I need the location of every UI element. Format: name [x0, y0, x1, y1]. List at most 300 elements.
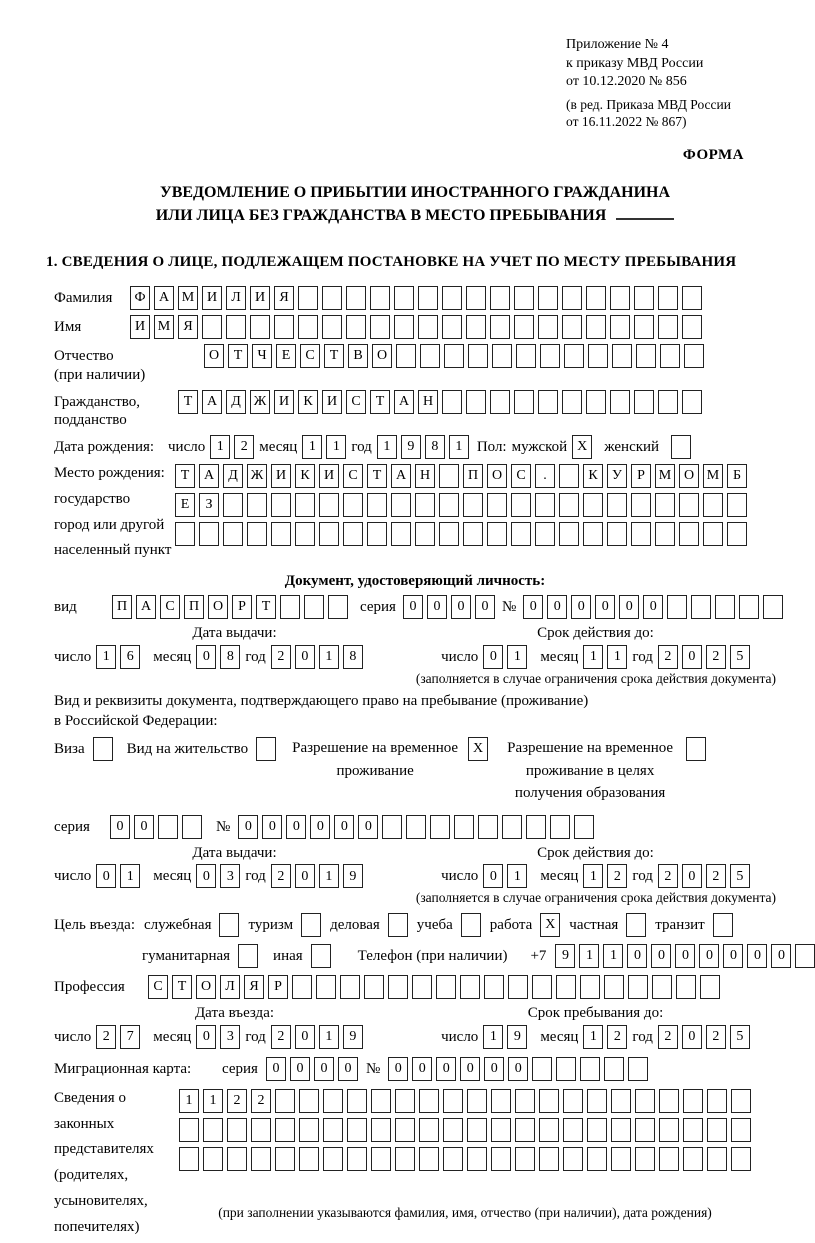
- form-cell[interactable]: Т: [228, 344, 248, 368]
- form-cell[interactable]: [364, 975, 384, 999]
- form-cell[interactable]: [223, 493, 243, 517]
- form-cell[interactable]: [691, 595, 711, 619]
- form-cell[interactable]: [562, 390, 582, 414]
- form-cell[interactable]: Е: [276, 344, 296, 368]
- form-cell[interactable]: 0: [619, 595, 639, 619]
- form-cell[interactable]: [607, 493, 627, 517]
- form-cell[interactable]: 1: [326, 435, 346, 459]
- form-cell[interactable]: 7: [120, 1025, 140, 1049]
- form-cell[interactable]: [406, 815, 426, 839]
- form-cell[interactable]: [491, 1089, 511, 1113]
- form-cell[interactable]: З: [199, 493, 219, 517]
- form-cell[interactable]: [271, 522, 291, 546]
- form-cell[interactable]: 0: [595, 595, 615, 619]
- form-cell[interactable]: 0: [483, 864, 503, 888]
- form-cell[interactable]: И: [271, 464, 291, 488]
- form-cell[interactable]: [634, 315, 654, 339]
- form-cell[interactable]: 5: [730, 645, 750, 669]
- form-cell[interactable]: [298, 315, 318, 339]
- form-cell[interactable]: [467, 1089, 487, 1113]
- form-cell[interactable]: А: [154, 286, 174, 310]
- form-cell[interactable]: [319, 493, 339, 517]
- form-cell[interactable]: [580, 1057, 600, 1081]
- form-cell[interactable]: [611, 1089, 631, 1113]
- form-cell[interactable]: 1: [583, 645, 603, 669]
- form-cell[interactable]: [676, 975, 696, 999]
- form-cell[interactable]: [391, 522, 411, 546]
- form-cell[interactable]: [251, 1118, 271, 1142]
- form-cell[interactable]: [611, 1147, 631, 1171]
- form-cell[interactable]: [492, 344, 512, 368]
- form-cell[interactable]: [700, 975, 720, 999]
- form-cell[interactable]: [460, 975, 480, 999]
- form-cell[interactable]: [319, 522, 339, 546]
- form-cell[interactable]: [626, 913, 646, 937]
- form-cell[interactable]: [275, 1089, 295, 1113]
- form-cell[interactable]: [175, 522, 195, 546]
- form-cell[interactable]: [256, 737, 276, 761]
- form-cell[interactable]: [727, 522, 747, 546]
- form-cell[interactable]: 0: [388, 1057, 408, 1081]
- form-cell[interactable]: [316, 975, 336, 999]
- form-cell[interactable]: [388, 913, 408, 937]
- form-cell[interactable]: [419, 1089, 439, 1113]
- form-cell[interactable]: [628, 1057, 648, 1081]
- form-cell[interactable]: [635, 1089, 655, 1113]
- form-cell[interactable]: [559, 522, 579, 546]
- form-cell[interactable]: М: [703, 464, 723, 488]
- form-cell[interactable]: [611, 1118, 631, 1142]
- form-cell[interactable]: О: [679, 464, 699, 488]
- form-cell[interactable]: 0: [96, 864, 116, 888]
- form-cell[interactable]: [707, 1118, 727, 1142]
- form-cell[interactable]: [158, 815, 178, 839]
- form-cell[interactable]: [612, 344, 632, 368]
- form-cell[interactable]: 1: [507, 645, 527, 669]
- form-cell[interactable]: 0: [196, 864, 216, 888]
- form-cell[interactable]: [659, 1089, 679, 1113]
- form-cell[interactable]: [442, 390, 462, 414]
- form-cell[interactable]: [587, 1147, 607, 1171]
- form-cell[interactable]: М: [655, 464, 675, 488]
- form-cell[interactable]: [439, 522, 459, 546]
- form-cell[interactable]: Е: [175, 493, 195, 517]
- form-cell[interactable]: 0: [651, 944, 671, 968]
- form-cell[interactable]: Н: [418, 390, 438, 414]
- form-cell[interactable]: 0: [682, 645, 702, 669]
- form-cell[interactable]: [679, 522, 699, 546]
- form-cell[interactable]: 1: [319, 645, 339, 669]
- form-cell[interactable]: [682, 390, 702, 414]
- form-cell[interactable]: И: [322, 390, 342, 414]
- form-cell[interactable]: [515, 1118, 535, 1142]
- form-cell[interactable]: 0: [262, 815, 282, 839]
- form-cell[interactable]: 2: [96, 1025, 116, 1049]
- form-cell[interactable]: [395, 1089, 415, 1113]
- form-cell[interactable]: 1: [449, 435, 469, 459]
- form-cell[interactable]: [526, 815, 546, 839]
- form-cell[interactable]: Т: [370, 390, 390, 414]
- form-cell[interactable]: [226, 315, 246, 339]
- form-cell[interactable]: Б: [727, 464, 747, 488]
- form-cell[interactable]: [292, 975, 312, 999]
- form-cell[interactable]: 6: [120, 645, 140, 669]
- form-cell[interactable]: 0: [295, 1025, 315, 1049]
- form-cell[interactable]: 0: [196, 1025, 216, 1049]
- form-cell[interactable]: 0: [682, 864, 702, 888]
- form-cell[interactable]: 9: [343, 864, 363, 888]
- form-cell[interactable]: Ф: [130, 286, 150, 310]
- form-cell[interactable]: [247, 493, 267, 517]
- form-cell[interactable]: А: [394, 390, 414, 414]
- form-cell[interactable]: [540, 344, 560, 368]
- form-cell[interactable]: [731, 1089, 751, 1113]
- form-cell[interactable]: [490, 390, 510, 414]
- form-cell[interactable]: Т: [324, 344, 344, 368]
- form-cell[interactable]: 9: [401, 435, 421, 459]
- form-cell[interactable]: 2: [271, 645, 291, 669]
- form-cell[interactable]: [466, 390, 486, 414]
- form-cell[interactable]: 2: [658, 864, 678, 888]
- form-cell[interactable]: 1: [583, 1025, 603, 1049]
- form-cell[interactable]: [564, 344, 584, 368]
- form-cell[interactable]: [275, 1147, 295, 1171]
- form-cell[interactable]: 8: [343, 645, 363, 669]
- form-cell[interactable]: И: [274, 390, 294, 414]
- form-cell[interactable]: [227, 1147, 247, 1171]
- form-cell[interactable]: [514, 315, 534, 339]
- form-cell[interactable]: [610, 286, 630, 310]
- form-cell[interactable]: [419, 1118, 439, 1142]
- form-cell[interactable]: [311, 944, 331, 968]
- form-cell[interactable]: 0: [427, 595, 447, 619]
- form-cell[interactable]: 0: [675, 944, 695, 968]
- form-cell[interactable]: [731, 1118, 751, 1142]
- form-cell[interactable]: [419, 1147, 439, 1171]
- form-cell[interactable]: [660, 344, 680, 368]
- form-cell[interactable]: Ж: [250, 390, 270, 414]
- form-cell[interactable]: 3: [220, 1025, 240, 1049]
- form-cell[interactable]: С: [343, 464, 363, 488]
- form-cell[interactable]: [371, 1147, 391, 1171]
- form-cell[interactable]: [347, 1118, 367, 1142]
- form-cell[interactable]: [395, 1147, 415, 1171]
- form-cell[interactable]: [370, 286, 390, 310]
- form-cell[interactable]: [563, 1089, 583, 1113]
- form-cell[interactable]: 0: [403, 595, 423, 619]
- form-cell[interactable]: 0: [286, 815, 306, 839]
- form-cell[interactable]: 0: [196, 645, 216, 669]
- form-cell[interactable]: 0: [334, 815, 354, 839]
- form-cell[interactable]: [370, 315, 390, 339]
- form-cell[interactable]: Я: [244, 975, 264, 999]
- form-cell[interactable]: 0: [723, 944, 743, 968]
- form-cell[interactable]: [707, 1089, 727, 1113]
- form-cell[interactable]: 1: [302, 435, 322, 459]
- form-cell[interactable]: У: [607, 464, 627, 488]
- form-cell[interactable]: [463, 493, 483, 517]
- form-cell[interactable]: П: [112, 595, 132, 619]
- form-cell[interactable]: [532, 1057, 552, 1081]
- form-cell[interactable]: [515, 1147, 535, 1171]
- form-cell[interactable]: [655, 493, 675, 517]
- form-cell[interactable]: [443, 1118, 463, 1142]
- form-cell[interactable]: [394, 315, 414, 339]
- form-cell[interactable]: Я: [178, 315, 198, 339]
- form-cell[interactable]: Ж: [247, 464, 267, 488]
- form-cell[interactable]: [382, 815, 402, 839]
- form-cell[interactable]: [491, 1118, 511, 1142]
- form-cell[interactable]: Н: [415, 464, 435, 488]
- form-cell[interactable]: [391, 493, 411, 517]
- form-cell[interactable]: [671, 435, 691, 459]
- form-cell[interactable]: 2: [271, 864, 291, 888]
- form-cell[interactable]: 1: [319, 1025, 339, 1049]
- form-cell[interactable]: 0: [314, 1057, 334, 1081]
- form-cell[interactable]: 0: [290, 1057, 310, 1081]
- form-cell[interactable]: 0: [508, 1057, 528, 1081]
- form-cell[interactable]: О: [196, 975, 216, 999]
- form-cell[interactable]: [583, 522, 603, 546]
- form-cell[interactable]: [586, 286, 606, 310]
- form-cell[interactable]: 0: [571, 595, 591, 619]
- form-cell[interactable]: Р: [268, 975, 288, 999]
- form-cell[interactable]: 1: [579, 944, 599, 968]
- form-cell[interactable]: [420, 344, 440, 368]
- form-cell[interactable]: [251, 1147, 271, 1171]
- form-cell[interactable]: [299, 1118, 319, 1142]
- form-cell[interactable]: И: [202, 286, 222, 310]
- form-cell[interactable]: [539, 1118, 559, 1142]
- form-cell[interactable]: [634, 390, 654, 414]
- form-cell[interactable]: [574, 815, 594, 839]
- form-cell[interactable]: 1: [507, 864, 527, 888]
- form-cell[interactable]: [511, 493, 531, 517]
- form-cell[interactable]: 1: [483, 1025, 503, 1049]
- form-cell[interactable]: [444, 344, 464, 368]
- form-cell[interactable]: 2: [271, 1025, 291, 1049]
- form-cell[interactable]: [587, 1118, 607, 1142]
- form-cell[interactable]: [628, 975, 648, 999]
- form-cell[interactable]: 1: [203, 1089, 223, 1113]
- form-cell[interactable]: [655, 522, 675, 546]
- form-cell[interactable]: X: [540, 913, 560, 937]
- form-cell[interactable]: [443, 1089, 463, 1113]
- form-cell[interactable]: С: [148, 975, 168, 999]
- form-cell[interactable]: [182, 815, 202, 839]
- form-cell[interactable]: 2: [607, 1025, 627, 1049]
- form-cell[interactable]: 2: [658, 645, 678, 669]
- form-cell[interactable]: [683, 1147, 703, 1171]
- form-cell[interactable]: Р: [631, 464, 651, 488]
- form-cell[interactable]: [395, 1118, 415, 1142]
- form-cell[interactable]: А: [199, 464, 219, 488]
- form-cell[interactable]: 8: [425, 435, 445, 459]
- form-cell[interactable]: [179, 1118, 199, 1142]
- form-cell[interactable]: [586, 315, 606, 339]
- form-cell[interactable]: [238, 944, 258, 968]
- form-cell[interactable]: А: [136, 595, 156, 619]
- form-cell[interactable]: [539, 1089, 559, 1113]
- form-cell[interactable]: [583, 493, 603, 517]
- form-cell[interactable]: [538, 286, 558, 310]
- form-cell[interactable]: [487, 522, 507, 546]
- form-cell[interactable]: А: [202, 390, 222, 414]
- form-cell[interactable]: [343, 522, 363, 546]
- form-cell[interactable]: [322, 315, 342, 339]
- form-cell[interactable]: [394, 286, 414, 310]
- form-cell[interactable]: [295, 493, 315, 517]
- form-cell[interactable]: [508, 975, 528, 999]
- form-cell[interactable]: [371, 1118, 391, 1142]
- form-cell[interactable]: 0: [436, 1057, 456, 1081]
- form-cell[interactable]: Ч: [252, 344, 272, 368]
- form-cell[interactable]: [610, 390, 630, 414]
- form-cell[interactable]: [463, 522, 483, 546]
- form-cell[interactable]: [659, 1118, 679, 1142]
- form-cell[interactable]: [683, 1118, 703, 1142]
- form-cell[interactable]: [274, 315, 294, 339]
- form-cell[interactable]: [659, 1147, 679, 1171]
- form-cell[interactable]: [299, 1089, 319, 1113]
- form-cell[interactable]: Т: [367, 464, 387, 488]
- form-cell[interactable]: [686, 737, 706, 761]
- form-cell[interactable]: [556, 975, 576, 999]
- form-cell[interactable]: 0: [460, 1057, 480, 1081]
- form-cell[interactable]: Т: [256, 595, 276, 619]
- form-cell[interactable]: 2: [706, 1025, 726, 1049]
- form-cell[interactable]: [631, 493, 651, 517]
- form-cell[interactable]: 0: [643, 595, 663, 619]
- form-cell[interactable]: 1: [607, 645, 627, 669]
- form-cell[interactable]: [562, 315, 582, 339]
- form-cell[interactable]: [562, 286, 582, 310]
- form-cell[interactable]: 0: [771, 944, 791, 968]
- form-cell[interactable]: [679, 493, 699, 517]
- form-cell[interactable]: [635, 1118, 655, 1142]
- form-cell[interactable]: 2: [227, 1089, 247, 1113]
- form-cell[interactable]: [635, 1147, 655, 1171]
- form-cell[interactable]: Л: [220, 975, 240, 999]
- form-cell[interactable]: [295, 522, 315, 546]
- form-cell[interactable]: [467, 1147, 487, 1171]
- form-cell[interactable]: [367, 493, 387, 517]
- form-cell[interactable]: 0: [627, 944, 647, 968]
- form-cell[interactable]: 1: [603, 944, 623, 968]
- form-cell[interactable]: [323, 1118, 343, 1142]
- form-cell[interactable]: [516, 344, 536, 368]
- form-cell[interactable]: [682, 286, 702, 310]
- form-cell[interactable]: [247, 522, 267, 546]
- form-cell[interactable]: [467, 1118, 487, 1142]
- form-cell[interactable]: [563, 1147, 583, 1171]
- form-cell[interactable]: [439, 464, 459, 488]
- form-cell[interactable]: 5: [730, 1025, 750, 1049]
- form-cell[interactable]: [468, 344, 488, 368]
- form-cell[interactable]: [271, 493, 291, 517]
- form-cell[interactable]: [418, 315, 438, 339]
- form-cell[interactable]: X: [572, 435, 592, 459]
- form-cell[interactable]: .: [535, 464, 555, 488]
- form-cell[interactable]: 3: [220, 864, 240, 888]
- form-cell[interactable]: 0: [475, 595, 495, 619]
- form-cell[interactable]: [199, 522, 219, 546]
- form-cell[interactable]: М: [178, 286, 198, 310]
- form-cell[interactable]: [323, 1089, 343, 1113]
- form-cell[interactable]: [731, 1147, 751, 1171]
- form-cell[interactable]: 9: [343, 1025, 363, 1049]
- form-cell[interactable]: [301, 913, 321, 937]
- form-cell[interactable]: Р: [232, 595, 252, 619]
- form-cell[interactable]: [322, 286, 342, 310]
- form-cell[interactable]: Я: [274, 286, 294, 310]
- form-cell[interactable]: М: [154, 315, 174, 339]
- form-cell[interactable]: 0: [338, 1057, 358, 1081]
- form-cell[interactable]: [580, 975, 600, 999]
- form-cell[interactable]: [610, 315, 630, 339]
- form-cell[interactable]: [550, 815, 570, 839]
- form-cell[interactable]: Л: [226, 286, 246, 310]
- form-cell[interactable]: Д: [223, 464, 243, 488]
- form-cell[interactable]: [347, 1089, 367, 1113]
- form-cell[interactable]: [538, 315, 558, 339]
- form-cell[interactable]: [328, 595, 348, 619]
- form-cell[interactable]: 2: [706, 864, 726, 888]
- form-cell[interactable]: [727, 493, 747, 517]
- form-cell[interactable]: 9: [507, 1025, 527, 1049]
- form-cell[interactable]: С: [300, 344, 320, 368]
- form-cell[interactable]: [539, 1147, 559, 1171]
- form-cell[interactable]: [466, 315, 486, 339]
- form-cell[interactable]: [442, 286, 462, 310]
- form-cell[interactable]: О: [204, 344, 224, 368]
- form-cell[interactable]: [535, 493, 555, 517]
- form-cell[interactable]: [203, 1118, 223, 1142]
- form-cell[interactable]: 0: [238, 815, 258, 839]
- form-cell[interactable]: [418, 286, 438, 310]
- form-cell[interactable]: [299, 1147, 319, 1171]
- form-cell[interactable]: [683, 1089, 703, 1113]
- form-cell[interactable]: [795, 944, 815, 968]
- form-cell[interactable]: 0: [523, 595, 543, 619]
- form-cell[interactable]: 1: [210, 435, 230, 459]
- form-cell[interactable]: 0: [484, 1057, 504, 1081]
- form-cell[interactable]: [763, 595, 783, 619]
- form-cell[interactable]: 0: [682, 1025, 702, 1049]
- form-cell[interactable]: [412, 975, 432, 999]
- form-cell[interactable]: 0: [547, 595, 567, 619]
- form-cell[interactable]: [490, 315, 510, 339]
- form-cell[interactable]: [607, 522, 627, 546]
- form-cell[interactable]: 0: [110, 815, 130, 839]
- form-cell[interactable]: [461, 913, 481, 937]
- form-cell[interactable]: [684, 344, 704, 368]
- form-cell[interactable]: 2: [251, 1089, 271, 1113]
- form-cell[interactable]: С: [511, 464, 531, 488]
- form-cell[interactable]: [658, 315, 678, 339]
- form-cell[interactable]: [371, 1089, 391, 1113]
- form-cell[interactable]: 1: [583, 864, 603, 888]
- form-cell[interactable]: [430, 815, 450, 839]
- form-cell[interactable]: 2: [234, 435, 254, 459]
- form-cell[interactable]: 1: [319, 864, 339, 888]
- form-cell[interactable]: [586, 390, 606, 414]
- form-cell[interactable]: [343, 493, 363, 517]
- form-cell[interactable]: [703, 493, 723, 517]
- form-cell[interactable]: К: [295, 464, 315, 488]
- form-cell[interactable]: [227, 1118, 247, 1142]
- form-cell[interactable]: [93, 737, 113, 761]
